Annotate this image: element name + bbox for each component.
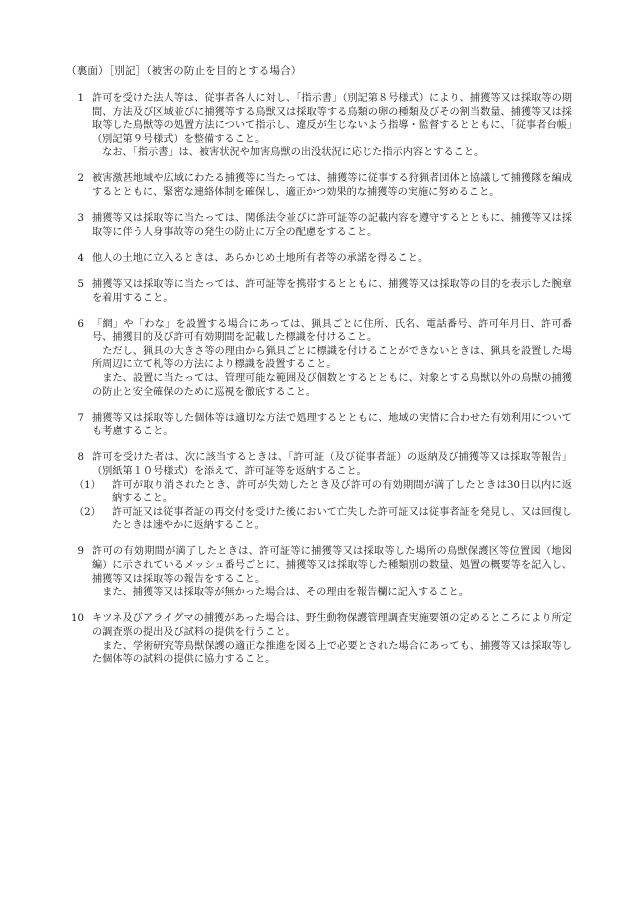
condition-paragraph: 捕獲等又は採取等に当たっては、関係法令並びに許可証等の記載内容を遵守するとともに、捕獲等又は採取等に伴う人身事故等の発生の防止に万全の配慮をすること。 bbox=[92, 213, 572, 238]
condition-paragraph: 捕獲等又は採取等に当たっては、許可証等を携帯するとともに、捕獲等又は採取等の目的を表示した腕章を着用すること。 bbox=[92, 278, 572, 304]
condition-paragraph: なお、「指示書」は、被害状況や加害鳥獣の出没状況に応じた指示内容とすること。 bbox=[102, 147, 485, 159]
condition-paragraph: 捕獲等又は採取等した個体等は適切な方法で処理するとともに、地域の実情に合わせた有効利用についても考慮すること。 bbox=[92, 412, 572, 438]
condition-paragraph: 他人の土地に立入るときは、あらかじめ土地所有者等の承諾を得ること。 bbox=[92, 252, 429, 264]
condition-paragraph: キツネ及びアライグマの捕獲があった場合は、野生動物保護管理調査実施要領の定めるところにより所定の調査票の提出及び試料の提供を行うこと。 bbox=[92, 613, 572, 638]
condition-number: 1 bbox=[77, 93, 84, 104]
condition-number: 2 bbox=[77, 173, 84, 185]
condition-item bbox=[66, 172, 572, 199]
condition-number: 7 bbox=[77, 412, 84, 424]
condition-paragraph: 許可を受けた者は、次に該当するときは、「許可証（及び従事者証）の返納及び捕獲等又は採取等報告」（別紙第１０号様式）を添えて、許可証等を返納すること。 bbox=[92, 452, 572, 477]
conditions-list bbox=[66, 92, 572, 667]
condition-item bbox=[66, 278, 572, 305]
condition-number: 8 bbox=[77, 452, 84, 464]
condition-body bbox=[92, 318, 572, 400]
condition-body bbox=[92, 545, 572, 599]
subitem-number: （2） bbox=[74, 506, 101, 518]
condition-body bbox=[92, 278, 572, 305]
condition-paragraph: 許可を受けた法人等は、従事者各人に対し、「指示書」（別記第８号様式）により、捕獲等又は採取等の期間、方法及び区域並びに捕獲等する鳥獣又は採取等する鳥類の卵の種類及びその割当数量、捕獲等又は採取等した鳥獣等の処置方法について指示し、違反が生じないよう指導・監督するとともに、「従事者台帳」（別記第９号様式）を整備すること。 bbox=[92, 93, 572, 145]
condition-item bbox=[66, 612, 572, 666]
condition-item bbox=[66, 92, 572, 160]
condition-body bbox=[92, 252, 572, 266]
condition-subitem bbox=[74, 479, 572, 506]
condition-body bbox=[92, 412, 572, 439]
condition-item bbox=[66, 545, 572, 599]
condition-item bbox=[66, 252, 572, 266]
subitem-text: 許可が取り消されたとき、許可が失効したとき及び許可の有効期間が満了したときは30日以内に返納すること。 bbox=[112, 479, 572, 505]
condition-body bbox=[92, 92, 572, 160]
condition-body bbox=[92, 212, 572, 239]
condition-paragraph: また、捕獲等又は採取等が無かった場合は、その理由を報告欄に記入すること。 bbox=[102, 587, 469, 599]
condition-item bbox=[66, 412, 572, 439]
condition-paragraph: また、学術研究等鳥獣保護の適正な推進を図る上で必要とされた場合にあっても、捕獲等又は採取等した個体等の試料の提供に協力すること。 bbox=[92, 640, 572, 666]
condition-body bbox=[74, 451, 572, 533]
condition-number: 4 bbox=[77, 252, 84, 264]
condition-number: 3 bbox=[77, 213, 84, 225]
subitem-text: 許可証又は従事者証の再交付を受けた後において亡失した許可証又は従事者証を発見し、又は回復したときは速やかに返納すること。 bbox=[112, 506, 572, 532]
condition-number: 5 bbox=[77, 278, 84, 290]
condition-paragraph: 許可の有効期間が満了したときは、許可証等に捕獲等又は採取等した場所の鳥獣保護区等位置図（地図編）に示されているメッシュ番号ごとに、捕獲等又は採取等した種類別の数量、処置の概要等を記入し、捕獲等又は採取等の報告をすること。 bbox=[92, 546, 572, 585]
condition-item bbox=[66, 451, 572, 533]
condition-body bbox=[92, 612, 572, 666]
condition-number: 6 bbox=[77, 318, 84, 330]
condition-paragraph: 「網」や「わな」を設置する場合にあっては、猟具ごとに住所、氏名、電話番号、許可年月日、許可番号、捕獲目的及び許可有効期間を記載した標識を付けること。 bbox=[92, 318, 572, 344]
condition-item bbox=[66, 318, 572, 400]
condition-paragraph: ただし、猟具の大きさ等の理由から猟具ごとに標識を付けることができないときは、猟具を設置した場所周辺に立て札等の方法により標識を設置すること。 bbox=[92, 345, 572, 371]
condition-number: 10 bbox=[71, 613, 84, 625]
subitem-number: （1） bbox=[74, 479, 101, 491]
condition-item bbox=[66, 212, 572, 239]
condition-body bbox=[92, 172, 572, 199]
condition-paragraph: また、設置に当たっては、管理可能な範囲及び個数とするとともに、対象とする鳥獣以外の鳥獣の捕獲の防止と安全確保のために巡視を徹底すること。 bbox=[92, 373, 572, 398]
condition-paragraph: 被害激甚地域や広域にわたる捕獲等に当たっては、捕獲等に従事する狩猟者団体と協議して捕獲隊を編成するとともに、緊密な連絡体制を確保し、適正かつ効果的な捕獲等の実施に努めること。 bbox=[92, 173, 572, 199]
condition-subitem bbox=[74, 506, 572, 533]
page-heading: （裏面）［別記］（被害の防止を目的とする場合） bbox=[66, 65, 302, 77]
condition-number: 9 bbox=[77, 546, 84, 558]
